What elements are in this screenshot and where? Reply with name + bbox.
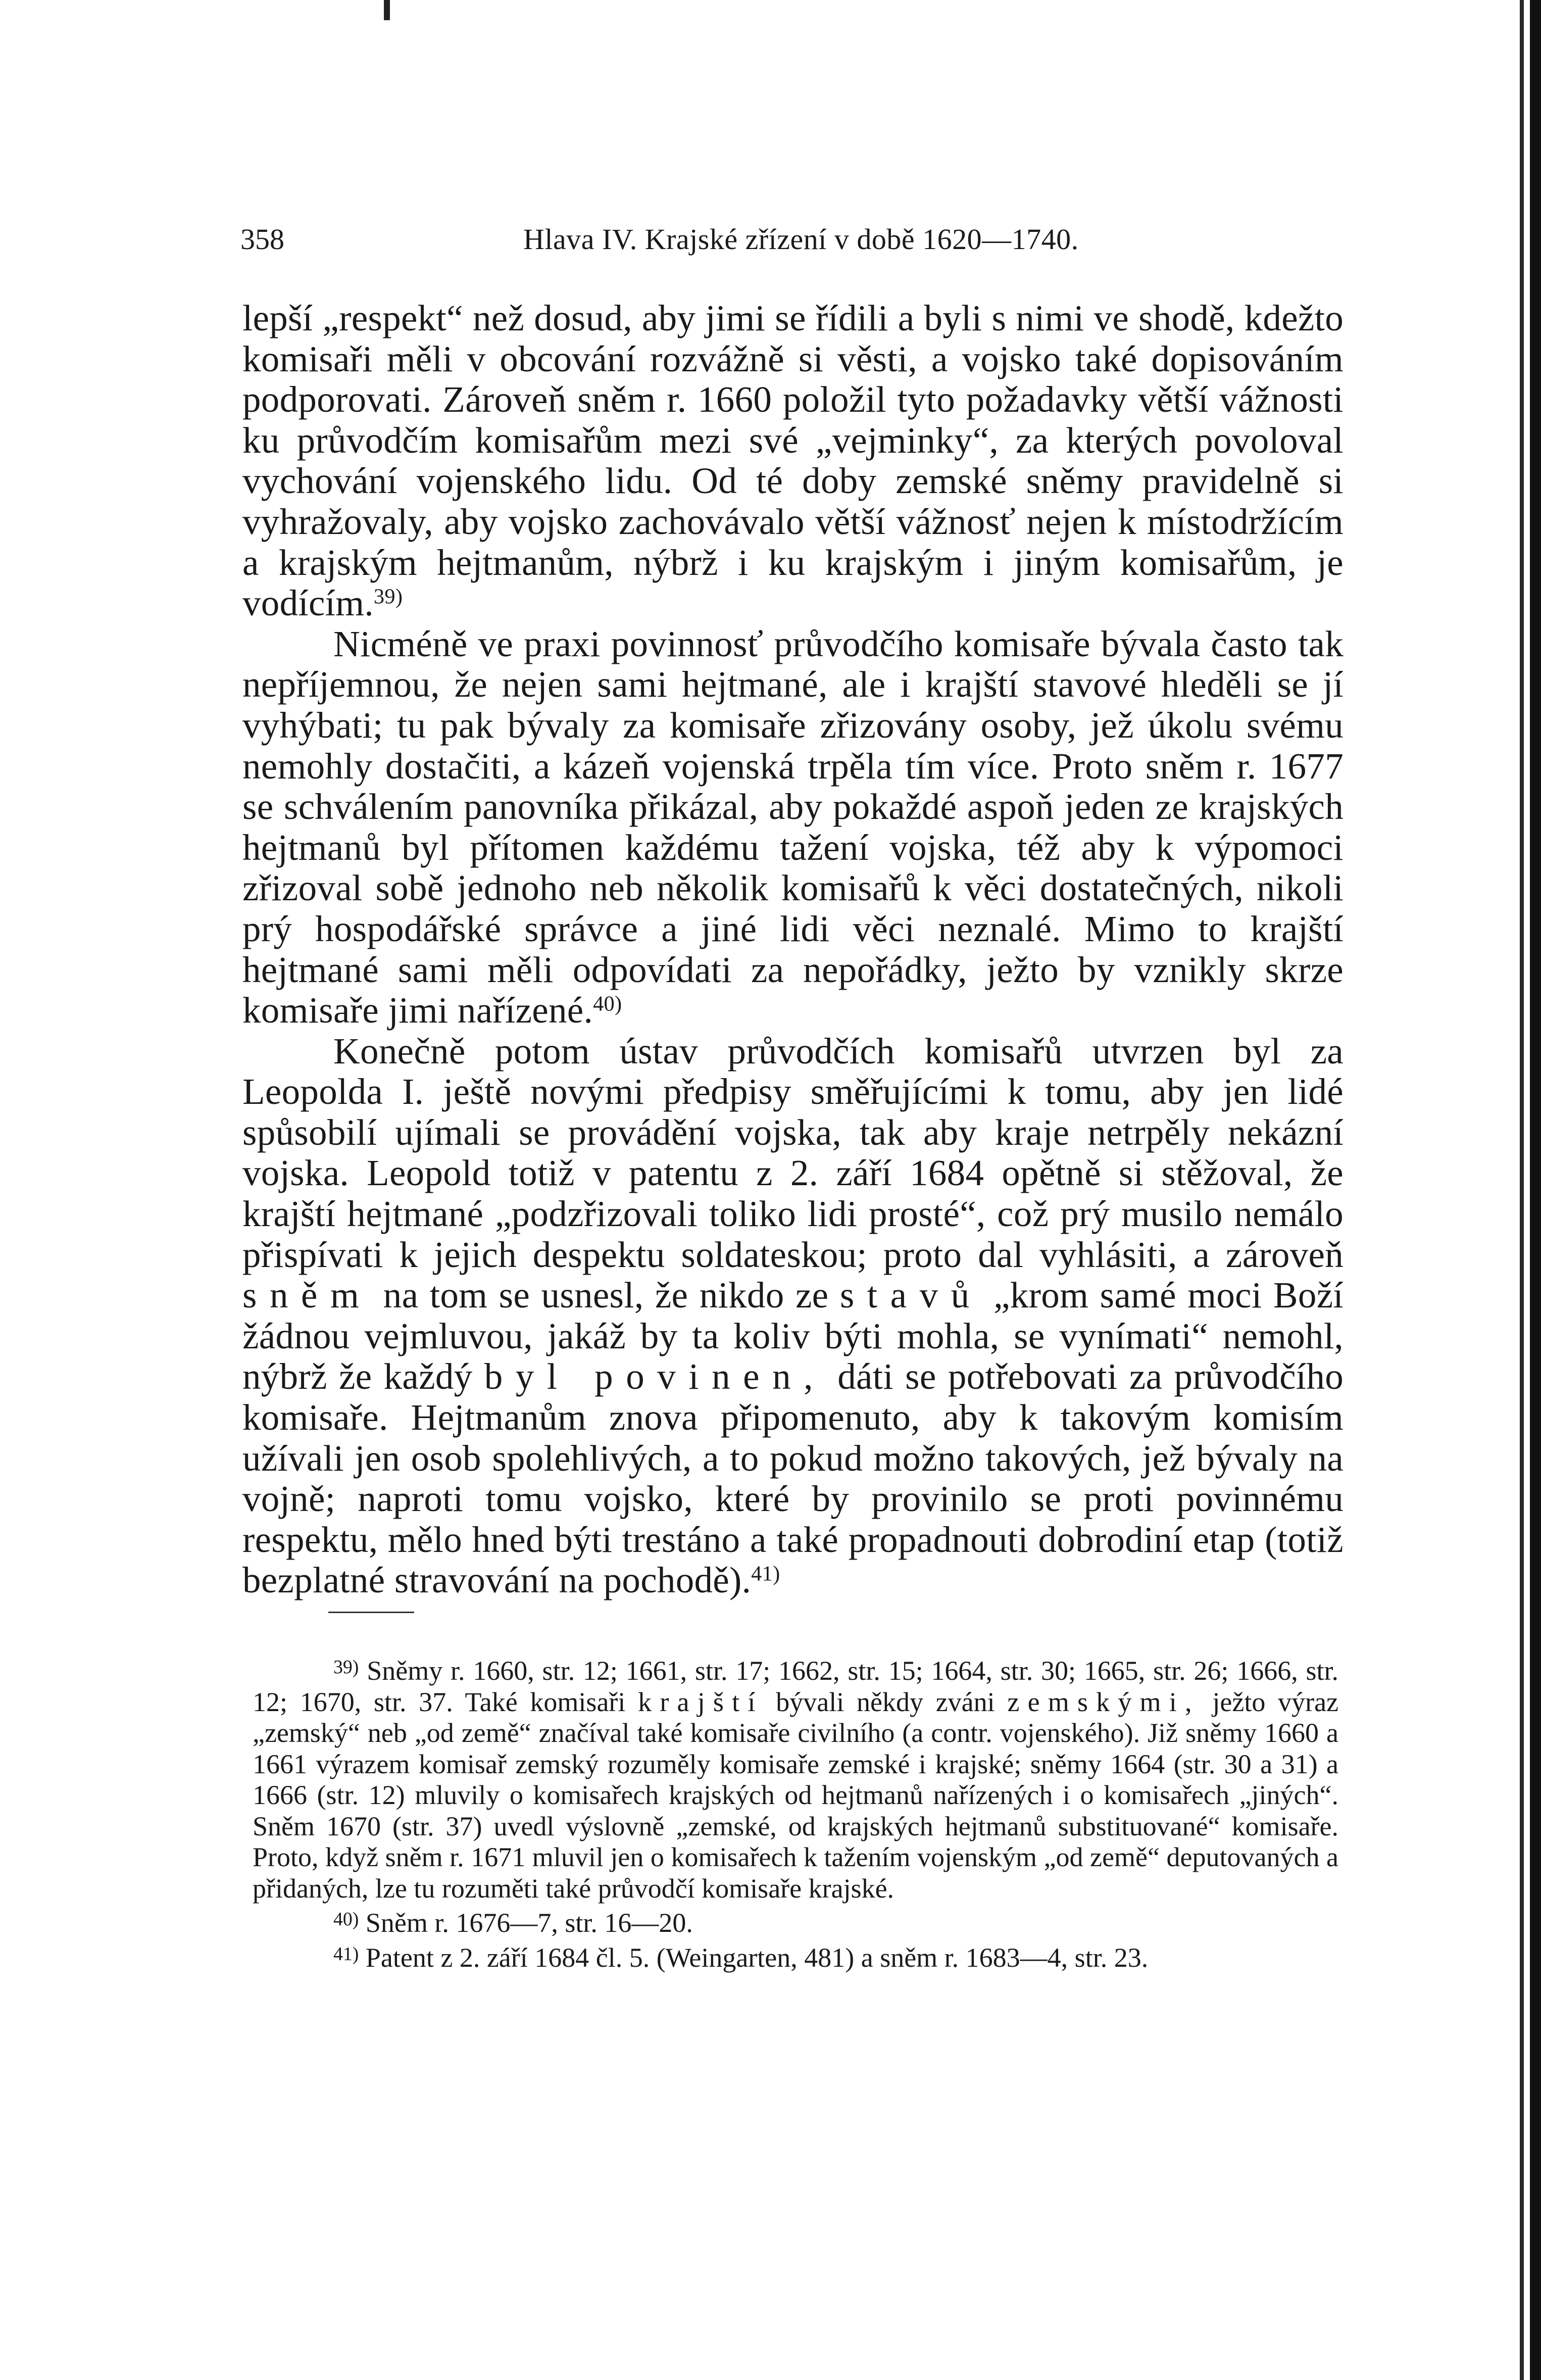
page-number: 358 [240,223,284,256]
scan-edge-inner [1520,0,1524,2380]
paragraph-3-text-d: dáti se potřebovati za průvodčího komisaře. Hejtmanům znova připomenuto, aby k takovým komisím užívali jen osob spolehlivých, a to pokud možno takových, jež bývaly na vojně; naproti tomu vojsko, které by provinilo se proti povinnému respektu, mělo hned býti trestáno a také propadnouti dobrodiní etap (totiž bezplatné stravování na pochodě). [242,1356,1344,1601]
footnote-ref-40: 40) [593,992,622,1016]
footnote-40-mark: 40) [333,1909,359,1930]
scan-edge-top [384,0,390,20]
scan-edge-right [1530,0,1541,2380]
page-header [240,222,1341,263]
footnote-39-mark: 39) [333,1657,359,1678]
spaced-word-zemskymi: zemskými, [1007,1686,1200,1717]
footnote-39-text-c: ježto výraz „zemský“ neb „od země“ značíval také komisaře civilního (a contr. vojenského). Již sněmy 1660 a 1661 výrazem komisař zemský rozuměly komisaře zemské i krajské; sněmy 1664 (str. 30 a 31) a 1666 (str. 12) mluvily o komisařech krajských od hejtmanů nařízených i o komisařech „jiných“. Sněm 1670 (str. 37) uvedl výslovně „zemské, od krajských hejtmanů substituované“ komisaře. Proto, když sněm r. 1671 mluvil jen o komisařech k tažením vojenským „od země“ deputovaných a přidaných, lze tu rozuměti také průvodčí komisaře krajské. [253,1686,1339,1904]
spaced-word-krajsti: krajští [638,1686,764,1717]
footnote-41-text: Patent z 2. září 1684 čl. 5. (Weingarten, 481) a sněm r. 1683—4, str. 23. [365,1942,1149,1973]
body-text [242,298,1344,1601]
footnote-divider [328,1612,414,1613]
paragraph-3 [242,1031,1344,1601]
spaced-word-snem: sněm [242,1275,372,1316]
footnote-40 [253,1904,1338,1939]
paragraph-2 [242,624,1344,1031]
footnote-41-mark: 41) [333,1943,359,1965]
spaced-word-stavu: stavů [839,1275,982,1316]
footnote-ref-41: 41) [751,1562,780,1586]
running-head: Hlava IV. Krajské zřízení v době 1620—1740. [523,223,1079,256]
paragraph-2-text: Nicméně ve praxi povinnosť průvodčího komisaře bývala často tak nepříjemnou, že nejen sami hejtmané, ale i krajští stavové hleděli se jí vyhýbati; tu pak bývaly za komisaře zřizovány osoby, jež úkolu svému nemohly dostačiti, a kázeň vojenská trpěla tím více. Proto sněm r. 1677 se schválením panovníka přikázal, aby pokaždé aspoň jeden ze krajských hejtmanů byl přítomen každému tažení vojska, též aby k výpomoci zřizoval sobě jednoho neb několik komisařů k věci dostatečných, nikoli prý hospodářské správce a jiné lidi věci neznalé. Mimo to krajští hejtmané sami měli odpovídati za nepořádky, ježto by vznikly skrze komisaře jimi nařízené. [242,623,1344,1031]
footnote-39-text-a: Sněmy r. 1660, str. 12; 1661, str. 17; 1662, str. 15; 1664, str. 30; 1665, str. 26; 1666, str. 12; 1670, str. 37. Také komisaři [253,1656,1338,1717]
footnote-40-text: Sněm r. 1676—7, str. 16—20. [365,1908,693,1938]
footnote-39 [253,1652,1338,1904]
footnotes [253,1652,1338,1974]
footnote-ref-39: 39) [373,585,403,609]
spaced-word-byl-povinen: byl povinen, [484,1356,826,1397]
paragraph-3-text-c: „krom samé moci Boží žádnou vejmluvou, jakáž by ta koliv býti mohla, se vynímati“ nemohl, nýbrž že každý [242,1275,1344,1397]
paragraph-1-text: lepší „respekt“ než dosud, aby jimi se řídili a byli s nimi ve shodě, kdežto komisaři měli v obcování rozvážně si věsti, a vojsko také dopisováním podporovati. Zároveň sněm r. 1660 položil tyto požadavky větší vážnosti ku průvodčím komisařům mezi své „vejminky“, za kterých povoloval vychování vojenského lidu. Od té doby zemské sněmy pravidelně si vyhražovaly, aby vojsko zachovávalo větší vážnosť nejen k místodržícím a krajským hejtmanům, nýbrž i ku krajským i jiným komisařům, je vodícím. [242,298,1344,624]
footnote-41 [253,1939,1338,1974]
paragraph-1 [242,298,1344,624]
footnote-39-text-b: bývali někdy zváni [776,1686,995,1717]
paragraph-3-text-b: na tom se usnesl, že nikdo ze [383,1275,829,1316]
paragraph-3-text-a: Konečně potom ústav průvodčích komisařů utvrzen byl za Leopolda I. ještě novými předpisy směřujícími k tomu, aby jen lidé spůsobilí ujímali se provádění vojska, tak aby kraje netrpěly nekázní vojska. Leopold totiž v patentu z 2. září 1684 opětně si stěžoval, že krajští hejtmané „podzřizovali toliko lidi prosté“, což prý musilo nemálo přispívati k jejich despektu soldateskou; proto dal vyhlásiti, a zároveň [242,1030,1344,1275]
